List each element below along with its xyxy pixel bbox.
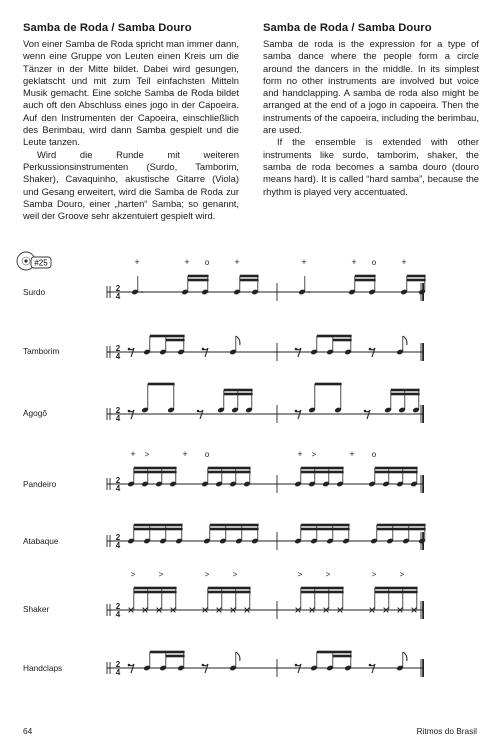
- time-signature-top: 2: [115, 344, 121, 353]
- note-beam: [317, 651, 352, 654]
- track-number: #25: [34, 258, 48, 268]
- time-signature-top: 2: [115, 602, 121, 611]
- eighth-rest-dot: [295, 410, 298, 413]
- note-beam: [333, 339, 352, 342]
- accent-mark: >: [232, 570, 238, 579]
- eighth-rest-dot: [128, 410, 131, 413]
- note-beam: [166, 655, 185, 658]
- note-beam: [208, 467, 251, 470]
- eighth-rest-dot: [369, 348, 372, 351]
- repeat-barline-thick: [422, 475, 424, 493]
- note-beam: [150, 651, 185, 654]
- eighth-rest-dot: [202, 348, 205, 351]
- time-signature-bottom: 4: [115, 668, 121, 677]
- eighth-rest-dot: [295, 348, 298, 351]
- note-beam: [375, 587, 418, 590]
- accent-mark: >: [399, 570, 405, 579]
- note-beam: [377, 524, 426, 527]
- time-signature-bottom: 4: [115, 610, 121, 619]
- note-beam: [301, 528, 350, 531]
- note-beam: [333, 655, 352, 658]
- accent-mark: >: [311, 450, 317, 459]
- note-beam: [208, 471, 251, 474]
- time-signature-bottom: 4: [115, 414, 121, 423]
- time-signature-bottom: 4: [115, 484, 121, 493]
- label-atabaque: Atabaque: [23, 536, 59, 546]
- open-stroke-mark: +: [234, 257, 240, 267]
- note-beam: [134, 587, 177, 590]
- accent-mark: >: [204, 570, 210, 579]
- german-paragraph-1: Von einer Samba de Roda spricht man immer dann, wenn eine Gruppe von Leuten einen Kreis um die Tänzer in der Mitte bildet. Dabei wird gesungen, geklatscht und mit zum Teil einfachsten Mitteln Musik gemacht. Eine solche Samba de Roda bildet auch oft den Abschluss eines jogo in der Capoeira. Auf den Instrumenten der Capoeira, einschließlich des Berimbau, wird dann Samba gespielt und die Leute tanzen.: [23, 38, 239, 148]
- note-beam: [150, 335, 185, 338]
- note-beam: [210, 524, 259, 527]
- time-signature-top: 2: [115, 406, 121, 415]
- german-paragraph-2: Wird die Runde mit weiteren Perkussionsinstrumenten (Surdo, Tamborim, Shaker), Cavaquinho, akustische Gitarre (Viola) und Gesang erweitert, wird die Samba de Roda zur Samba Douro, einer „harten“ Samba; so genannt, weil der Groove sehr akzentuiert gespielt wird.: [23, 148, 239, 222]
- repeat-barline-thick: [422, 343, 424, 361]
- time-signature-bottom: 4: [115, 541, 121, 550]
- note-beam: [391, 389, 420, 392]
- label-shaker: Shaker: [23, 604, 50, 614]
- note-beam: [375, 467, 418, 470]
- note-beam: [317, 335, 352, 338]
- time-signature-top: 2: [115, 533, 121, 542]
- note-beam: [224, 389, 253, 392]
- open-stroke-mark: +: [351, 257, 357, 267]
- note-beam: [391, 393, 420, 396]
- note-beam: [134, 528, 183, 531]
- english-paragraph-2: If the ensemble is extended with other instruments like surdo, tamborim, shaker, the samba de roda becomes a samba douro (douro means hard). It is called “hard samba”, because the rhythm is played very accentuated.: [263, 136, 479, 197]
- note-beam: [301, 471, 344, 474]
- dot: [308, 291, 310, 293]
- label-agogo: Agogô: [23, 408, 47, 418]
- accent-mark: >: [325, 570, 331, 579]
- label-tamborim: Tamborim: [23, 346, 60, 356]
- eighth-rest-dot: [202, 664, 205, 667]
- note-beam: [375, 471, 418, 474]
- muted-mark: o: [371, 258, 377, 267]
- note-beam: [210, 528, 259, 531]
- open-mark: o: [371, 450, 377, 459]
- time-signature-bottom: 4: [115, 292, 121, 301]
- note-beam: [355, 275, 376, 278]
- note-beam: [301, 467, 344, 470]
- note-flag: [236, 336, 240, 345]
- open-stroke-mark: +: [301, 257, 307, 267]
- page-number: 64: [23, 726, 33, 736]
- eighth-rest-dot: [128, 664, 131, 667]
- note-beam: [377, 528, 426, 531]
- note-beam: [166, 339, 185, 342]
- note-beam: [134, 467, 177, 470]
- repeat-barline-thick: [422, 405, 424, 423]
- time-signature-top: 2: [115, 284, 121, 293]
- eighth-rest-dot: [364, 410, 367, 413]
- note-beam: [134, 471, 177, 474]
- note-beam: [315, 383, 342, 386]
- note-flag: [403, 652, 407, 661]
- eighth-rest-dot: [197, 410, 200, 413]
- repeat-barline-thick: [422, 601, 424, 619]
- note-beam: [188, 275, 209, 278]
- open-stroke-mark: +: [184, 257, 190, 267]
- time-signature-bottom: 4: [115, 352, 121, 361]
- english-paragraph-1: Samba de roda is the expression for a type of samba dance where the people form a circle around the dancers in the middle. In its simplest form no other instruments are involved but voice and handclapping. A samba de roda also might be arranged at the end of a jogo in capoeira. Then the instruments of the capoeira, including the berimbau, are used.: [263, 38, 479, 136]
- note-beam: [375, 591, 418, 594]
- time-signature-top: 2: [115, 476, 121, 485]
- book-title: Ritmos do Brasil: [416, 726, 477, 736]
- accent-mark: >: [130, 570, 136, 579]
- eighth-rest-dot: [369, 664, 372, 667]
- time-signature-top: 2: [115, 660, 121, 669]
- note-beam: [148, 383, 175, 386]
- pandeiro-thumb-mark: +: [130, 449, 136, 459]
- note-beam: [240, 279, 259, 282]
- label-surdo: Surdo: [23, 287, 46, 297]
- eighth-rest-dot: [295, 664, 298, 667]
- pandeiro-thumb-mark: +: [349, 449, 355, 459]
- eighth-rest-dot: [128, 348, 131, 351]
- accent-mark: >: [144, 450, 150, 459]
- open-mark: o: [204, 450, 210, 459]
- english-title: Samba de Roda / Samba Douro: [263, 22, 432, 34]
- note-beam: [134, 591, 177, 594]
- pandeiro-thumb-mark: +: [182, 449, 188, 459]
- dot: [141, 291, 143, 293]
- repeat-barline-thick: [422, 659, 424, 677]
- note-beam: [224, 393, 253, 396]
- note-beam: [355, 279, 376, 282]
- note-beam: [301, 591, 344, 594]
- note-beam: [407, 279, 426, 282]
- label-handclaps: Handclaps: [23, 663, 63, 673]
- open-stroke-mark: +: [134, 257, 140, 267]
- note-beam: [208, 591, 251, 594]
- note-beam: [240, 275, 259, 278]
- note-beam: [407, 275, 426, 278]
- note-beam: [301, 587, 344, 590]
- open-stroke-mark: +: [401, 257, 407, 267]
- muted-mark: o: [204, 258, 210, 267]
- german-title: Samba de Roda / Samba Douro: [23, 22, 192, 34]
- note-flag: [236, 652, 240, 661]
- accent-mark: >: [371, 570, 377, 579]
- note-beam: [208, 587, 251, 590]
- pandeiro-thumb-mark: +: [297, 449, 303, 459]
- note-beam: [188, 279, 209, 282]
- accent-mark: >: [158, 570, 164, 579]
- note-beam: [301, 524, 350, 527]
- accent-mark: >: [297, 570, 303, 579]
- label-pandeiro: Pandeiro: [23, 479, 57, 489]
- note-flag: [403, 336, 407, 345]
- note-beam: [134, 524, 183, 527]
